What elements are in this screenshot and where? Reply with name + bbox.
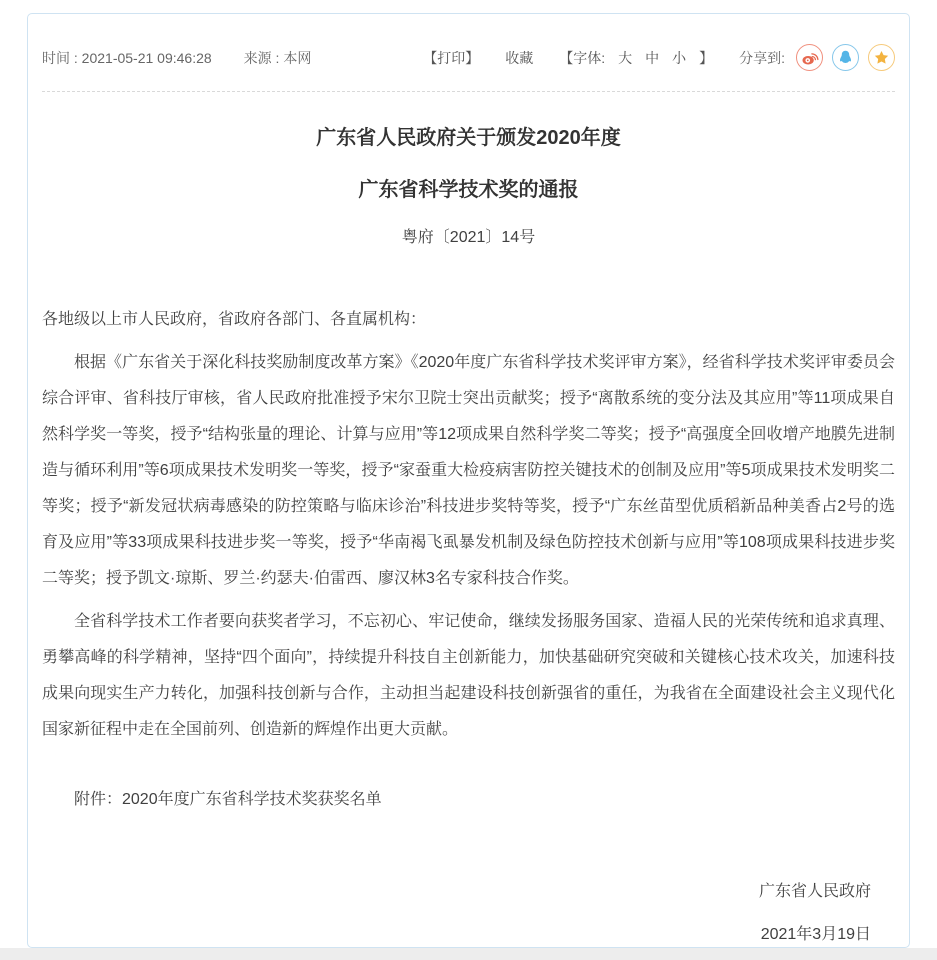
font-size-large-button[interactable]: 大 (618, 49, 633, 66)
article-body (28, 124, 909, 953)
signature-block (42, 874, 895, 953)
font-size-suffix: 】 (699, 49, 714, 66)
favorite-button[interactable]: 收藏 (505, 49, 534, 66)
source: 来源 : 本网 (243, 49, 312, 66)
font-size-group (559, 48, 713, 68)
qq-penguin-icon (837, 49, 854, 66)
signature-date: 2021年3月19日 (760, 926, 871, 943)
paragraph-1: 根据《广东省关于深化科技奖励制度改革方案》《2020年度广东省科学技术奖评审方案》，经省科学技术奖评审委员会综合评审、省科技厅审核，省人民政府批准授予宋尔卫院士突出贡献奖；授予“离散系统的变分法及其应用”等11项成果自然科学奖一等奖，授予“结构张量的理论、计算与应用”等12项成果自然科学奖二等奖；授予“高强度全回收增产地膜先进制造与循环利用”等6项成果技术发明奖一等奖，授予“家蚕重大检疫病害防控关键技术的创制及应用”等5项成果技术发明奖二等奖；授予“新发冠状病毒感染的防控策略与临床诊治”科技进步奖特等奖，授予“广东丝苗型优质稻新品种美香占2号的选育及应用”等33项成果科技进步奖一等奖，授予“华南褐飞虱暴发机制及绿色防控技术创新与应用”等108项成果科技进步奖二等奖；授予凯文·琼斯、罗兰·约瑟夫·伯雷西、廖汉林3名专家科技合作奖。 (42, 354, 895, 587)
weibo-icon (801, 49, 819, 67)
article-card (27, 13, 910, 948)
article-title-line1: 广东省人民政府关于颁发2020年度 (316, 127, 621, 149)
dashed-divider (42, 91, 895, 92)
publish-time: 时间 : 2021-05-21 09:46:28 (42, 49, 212, 66)
star-icon (873, 49, 890, 66)
meta-bar (28, 14, 909, 91)
meta-right (423, 44, 895, 71)
attachment-line: 附件：2020年度广东省科学技术奖获奖名单 (74, 791, 382, 808)
share-group (739, 44, 895, 71)
font-size-small-button[interactable]: 小 (672, 49, 687, 66)
star-share-icon[interactable] (868, 44, 895, 71)
page-bottom-strip (0, 948, 937, 960)
document-number: 粤府〔2021〕14号 (401, 229, 536, 246)
print-button[interactable]: 【打印】 (423, 49, 480, 66)
paragraph-2: 全省科学技术工作者要向获奖者学习，不忘初心、牢记使命，继续发扬服务国家、造福人民的光荣传统和追求真理、勇攀高峰的科学精神，坚持“四个面向”，持续提升科技自主创新能力，加快基础研究突破和关键核心技术攻关，加速科技成果向现实生产力转化，加强科技创新与合作，主动担当起建设科技创新强省的重任，为我省在全面建设社会主义现代化国家新征程中走在全国前列、创造新的辉煌作出更大贡献。 (42, 613, 895, 738)
font-size-prefix: 【字体: (559, 49, 606, 66)
signature-issuer: 广东省人民政府 (758, 883, 871, 900)
meta-left (42, 48, 311, 68)
font-size-medium-button[interactable]: 中 (645, 49, 660, 66)
share-label: 分享到: (739, 49, 785, 66)
article-title-line2: 广东省科学技术奖的通报 (358, 179, 579, 201)
qq-share-icon[interactable] (832, 44, 859, 71)
salutation: 各地级以上市人民政府，省政府各部门、各直属机构： (42, 311, 427, 328)
weibo-share-icon[interactable] (796, 44, 823, 71)
